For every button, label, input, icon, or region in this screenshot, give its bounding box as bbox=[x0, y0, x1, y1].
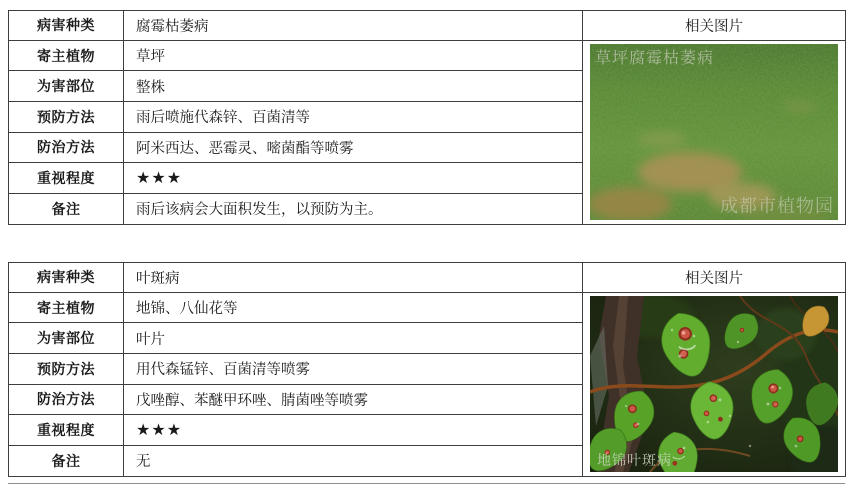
related-images-header: 相关图片 bbox=[583, 263, 846, 293]
prevention-method-value: 雨后喷施代森锌、百菌清等 bbox=[124, 102, 583, 133]
disease-type-value: 叶斑病 bbox=[124, 263, 583, 293]
photo-cell-lawn bbox=[583, 40, 846, 224]
related-images-header: 相关图片 bbox=[583, 11, 846, 41]
table-row bbox=[9, 263, 846, 293]
lawn-photo-watermark: 成都市植物园 bbox=[720, 195, 834, 216]
host-plant-value: 草坪 bbox=[124, 40, 583, 71]
disease-type-label: 病害种类 bbox=[9, 263, 124, 293]
photo-cell-leaf-spot bbox=[583, 292, 846, 476]
leaf-spot-photo-caption: 地锦叶斑病 bbox=[597, 453, 672, 469]
damaged-part-label: 为害部位 bbox=[9, 71, 124, 102]
host-plant-label: 寄主植物 bbox=[9, 40, 124, 71]
importance-level-stars: ★★★ bbox=[124, 415, 583, 446]
control-method-value: 戊唑醇、苯醚甲环唑、腈菌唑等喷雾 bbox=[124, 384, 583, 415]
damaged-part-value: 整株 bbox=[124, 71, 583, 102]
host-plant-value: 地锦、八仙花等 bbox=[124, 292, 583, 323]
control-method-label: 防治方法 bbox=[9, 384, 124, 415]
lawn-photo-caption: 草坪腐霉枯萎病 bbox=[595, 49, 715, 67]
table-row bbox=[9, 11, 846, 41]
remarks-value: 无 bbox=[124, 445, 583, 476]
remarks-value: 雨后该病会大面积发生，以预防为主。 bbox=[124, 193, 583, 224]
disease-type-value: 腐霉枯萎病 bbox=[124, 11, 583, 41]
control-method-label: 防治方法 bbox=[9, 132, 124, 163]
lawn-photo bbox=[590, 44, 838, 220]
remarks-label: 备注 bbox=[9, 445, 124, 476]
host-plant-label: 寄主植物 bbox=[9, 292, 124, 323]
disease-table-pythium-blight bbox=[8, 10, 846, 225]
damaged-part-label: 为害部位 bbox=[9, 323, 124, 354]
importance-level-label: 重视程度 bbox=[9, 415, 124, 446]
disease-type-label: 病害种类 bbox=[9, 11, 124, 41]
control-method-value: 阿米西达、恶霉灵、嘧菌酯等喷雾 bbox=[124, 132, 583, 163]
prevention-method-value: 用代森锰锌、百菌清等喷雾 bbox=[124, 354, 583, 385]
next-table-partial-border bbox=[8, 483, 845, 484]
importance-level-label: 重视程度 bbox=[9, 163, 124, 194]
table-row bbox=[9, 292, 846, 323]
prevention-method-label: 预防方法 bbox=[9, 102, 124, 133]
importance-level-stars: ★★★ bbox=[124, 163, 583, 194]
disease-table-leaf-spot bbox=[8, 262, 846, 477]
table-row bbox=[9, 40, 846, 71]
remarks-label: 备注 bbox=[9, 193, 124, 224]
leaf-spot-photo bbox=[590, 296, 838, 472]
prevention-method-label: 预防方法 bbox=[9, 354, 124, 385]
damaged-part-value: 叶片 bbox=[124, 323, 583, 354]
